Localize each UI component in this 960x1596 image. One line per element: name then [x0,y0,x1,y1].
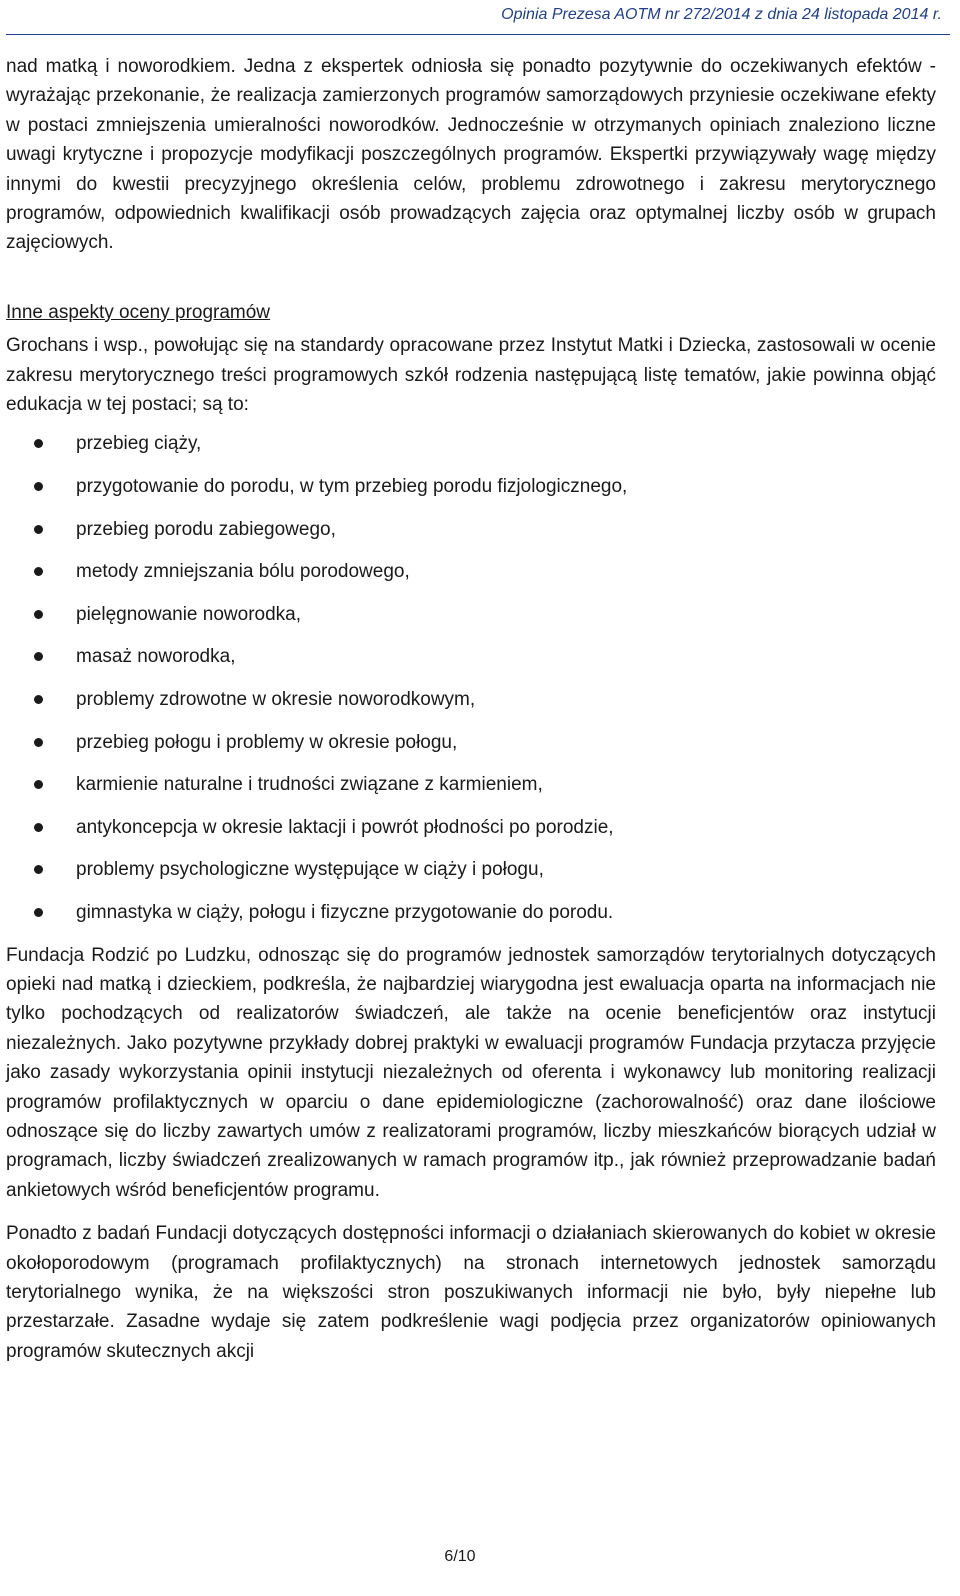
bullet-icon [34,780,43,789]
list-item [6,849,936,892]
list-item [6,722,936,765]
bullet-icon [34,525,43,534]
page-number: 6/10 [444,1548,476,1565]
list-item [6,551,936,594]
paragraph-grochans-standards: Grochans i wsp., powołując się na standardy opracowane przez Instytut Matki i Dziecka, zastosowali w ocenie zakresu merytorycznego treści programowych szkół rodzenia następującą listę tematów, jakie powinna objąć edukacja w tej postaci; są to: [6,335,936,416]
list-item-text: problemy psychologiczne występujące w ciąży i połogu, [76,859,544,881]
bullet-icon [34,695,43,704]
bullet-icon [34,610,43,619]
list-item [6,594,936,637]
page-header-title: Opinia Prezesa AOTM nr 272/2014 z dnia 24 listopada 2014 r. [501,6,942,23]
bullet-icon [34,738,43,747]
bullet-icon [34,567,43,576]
list-item [6,423,936,466]
bullet-icon [34,908,43,917]
list-item-text: karmienie naturalne i trudności związane z karmieniem, [76,774,543,796]
bullet-icon [34,652,43,661]
bullet-icon [34,865,43,874]
list-item-text: antykoncepcja w okresie laktacji i powrót płodności po porodzie, [76,816,614,838]
list-item [6,466,936,509]
list-item-text: przygotowanie do porodu, w tym przebieg porodu fizjologicznego, [76,476,628,498]
list-item [6,892,936,935]
list-item-text: przebieg porodu zabiegowego, [76,518,336,540]
document-body [6,52,936,1366]
list-item [6,764,936,807]
list-item [6,509,936,552]
list-item-text: przebieg ciąży, [76,433,202,455]
section-heading-other-aspects: Inne aspekty oceny programów [6,301,271,323]
bullet-icon [34,823,43,832]
list-item-text: masaż noworodka, [76,646,236,668]
list-item [6,636,936,679]
list-item-text: gimnastyka w ciąży, połogu i fizyczne przygotowanie do porodu. [76,902,614,923]
bullet-icon [34,482,43,491]
list-item-text: problemy zdrowotne w okresie noworodkowym, [76,689,476,711]
bullet-icon [34,439,43,448]
list-item-text: przebieg połogu i problemy w okresie połogu, [76,731,458,753]
header-divider [6,34,950,35]
list-item [6,807,936,850]
paragraph-expert-opinions: nad matką i noworodkiem. Jedna z ekspertek odniosła się ponadto pozytywnie do oczekiwanych efektów - wyrażając przekonanie, że realizacja zamierzonych programów samorządowych przyniesie oczekiwane efekty w postaci zmniejszenia umieralności noworodków. Jednocześnie w otrzymanych opiniach znaleziono liczne uwagi krytyczne i propozycje modyfikacji poszczególnych programów. Ekspertki przywiązywały wagę między innymi do kwestii precyzyjnego określenia celów, problemu zdrowotnego i zakresu merytorycznego programów, odpowiednich kwalifikacji osób prowadzących zajęcia oraz optymalnej liczby osób w grupach zajęciowych. [6,56,936,254]
paragraph-fundacja-research: Ponadto z badań Fundacji dotyczących dostępności informacji o działaniach skierowanych do kobiet w okresie okołoporodowym (programach profilaktycznych) na stronach internetowych jednostek samorządu terytorialnego wynika, że na większości stron poszukiwanych informacji nie było, były niepełne lub przestarzałe. Zasadne wydaje się zatem podkreślenie wagi podjęcia przez organizatorów opiniowanych programów skutecznych akcji [6,1223,936,1362]
topics-list [6,423,936,934]
paragraph-fundacja-evaluation: Fundacja Rodzić po Ludzku, odnosząc się do programów jednostek samorządów terytorialnych dotyczących opieki nad matką i dzieckiem, podkreśla, że najbardziej wiarygodna jest ewaluacja oparta na informacjach nie tylko pochodzących od realizatorów świadczeń, ale także na ocenie beneficjentów oraz instytucji niezależnych. Jako pozytywne przykłady dobrej praktyki w ewaluacji programów Fundacja przytacza przyjęcie jako zasady wykorzystania opinii instytucji niezależnych od oferenta i wykonawcy lub monitoring realizacji programów profilaktycznych w oparciu o dane epidemiologiczne (zachorowalność) oraz dane ilościowe odnoszące się do liczby zawartych umów z realizatorami programów, liczby mieszkańców biorących udział w programach, liczby świadczeń zrealizowanych w ramach programów itp., jak również przeprowadzanie badań ankietowych wśród beneficjentów programu. [6,944,936,1201]
list-item-text: metody zmniejszania bólu porodowego, [76,561,410,583]
list-item [6,679,936,722]
list-item-text: pielęgnowanie noworodka, [76,603,301,625]
